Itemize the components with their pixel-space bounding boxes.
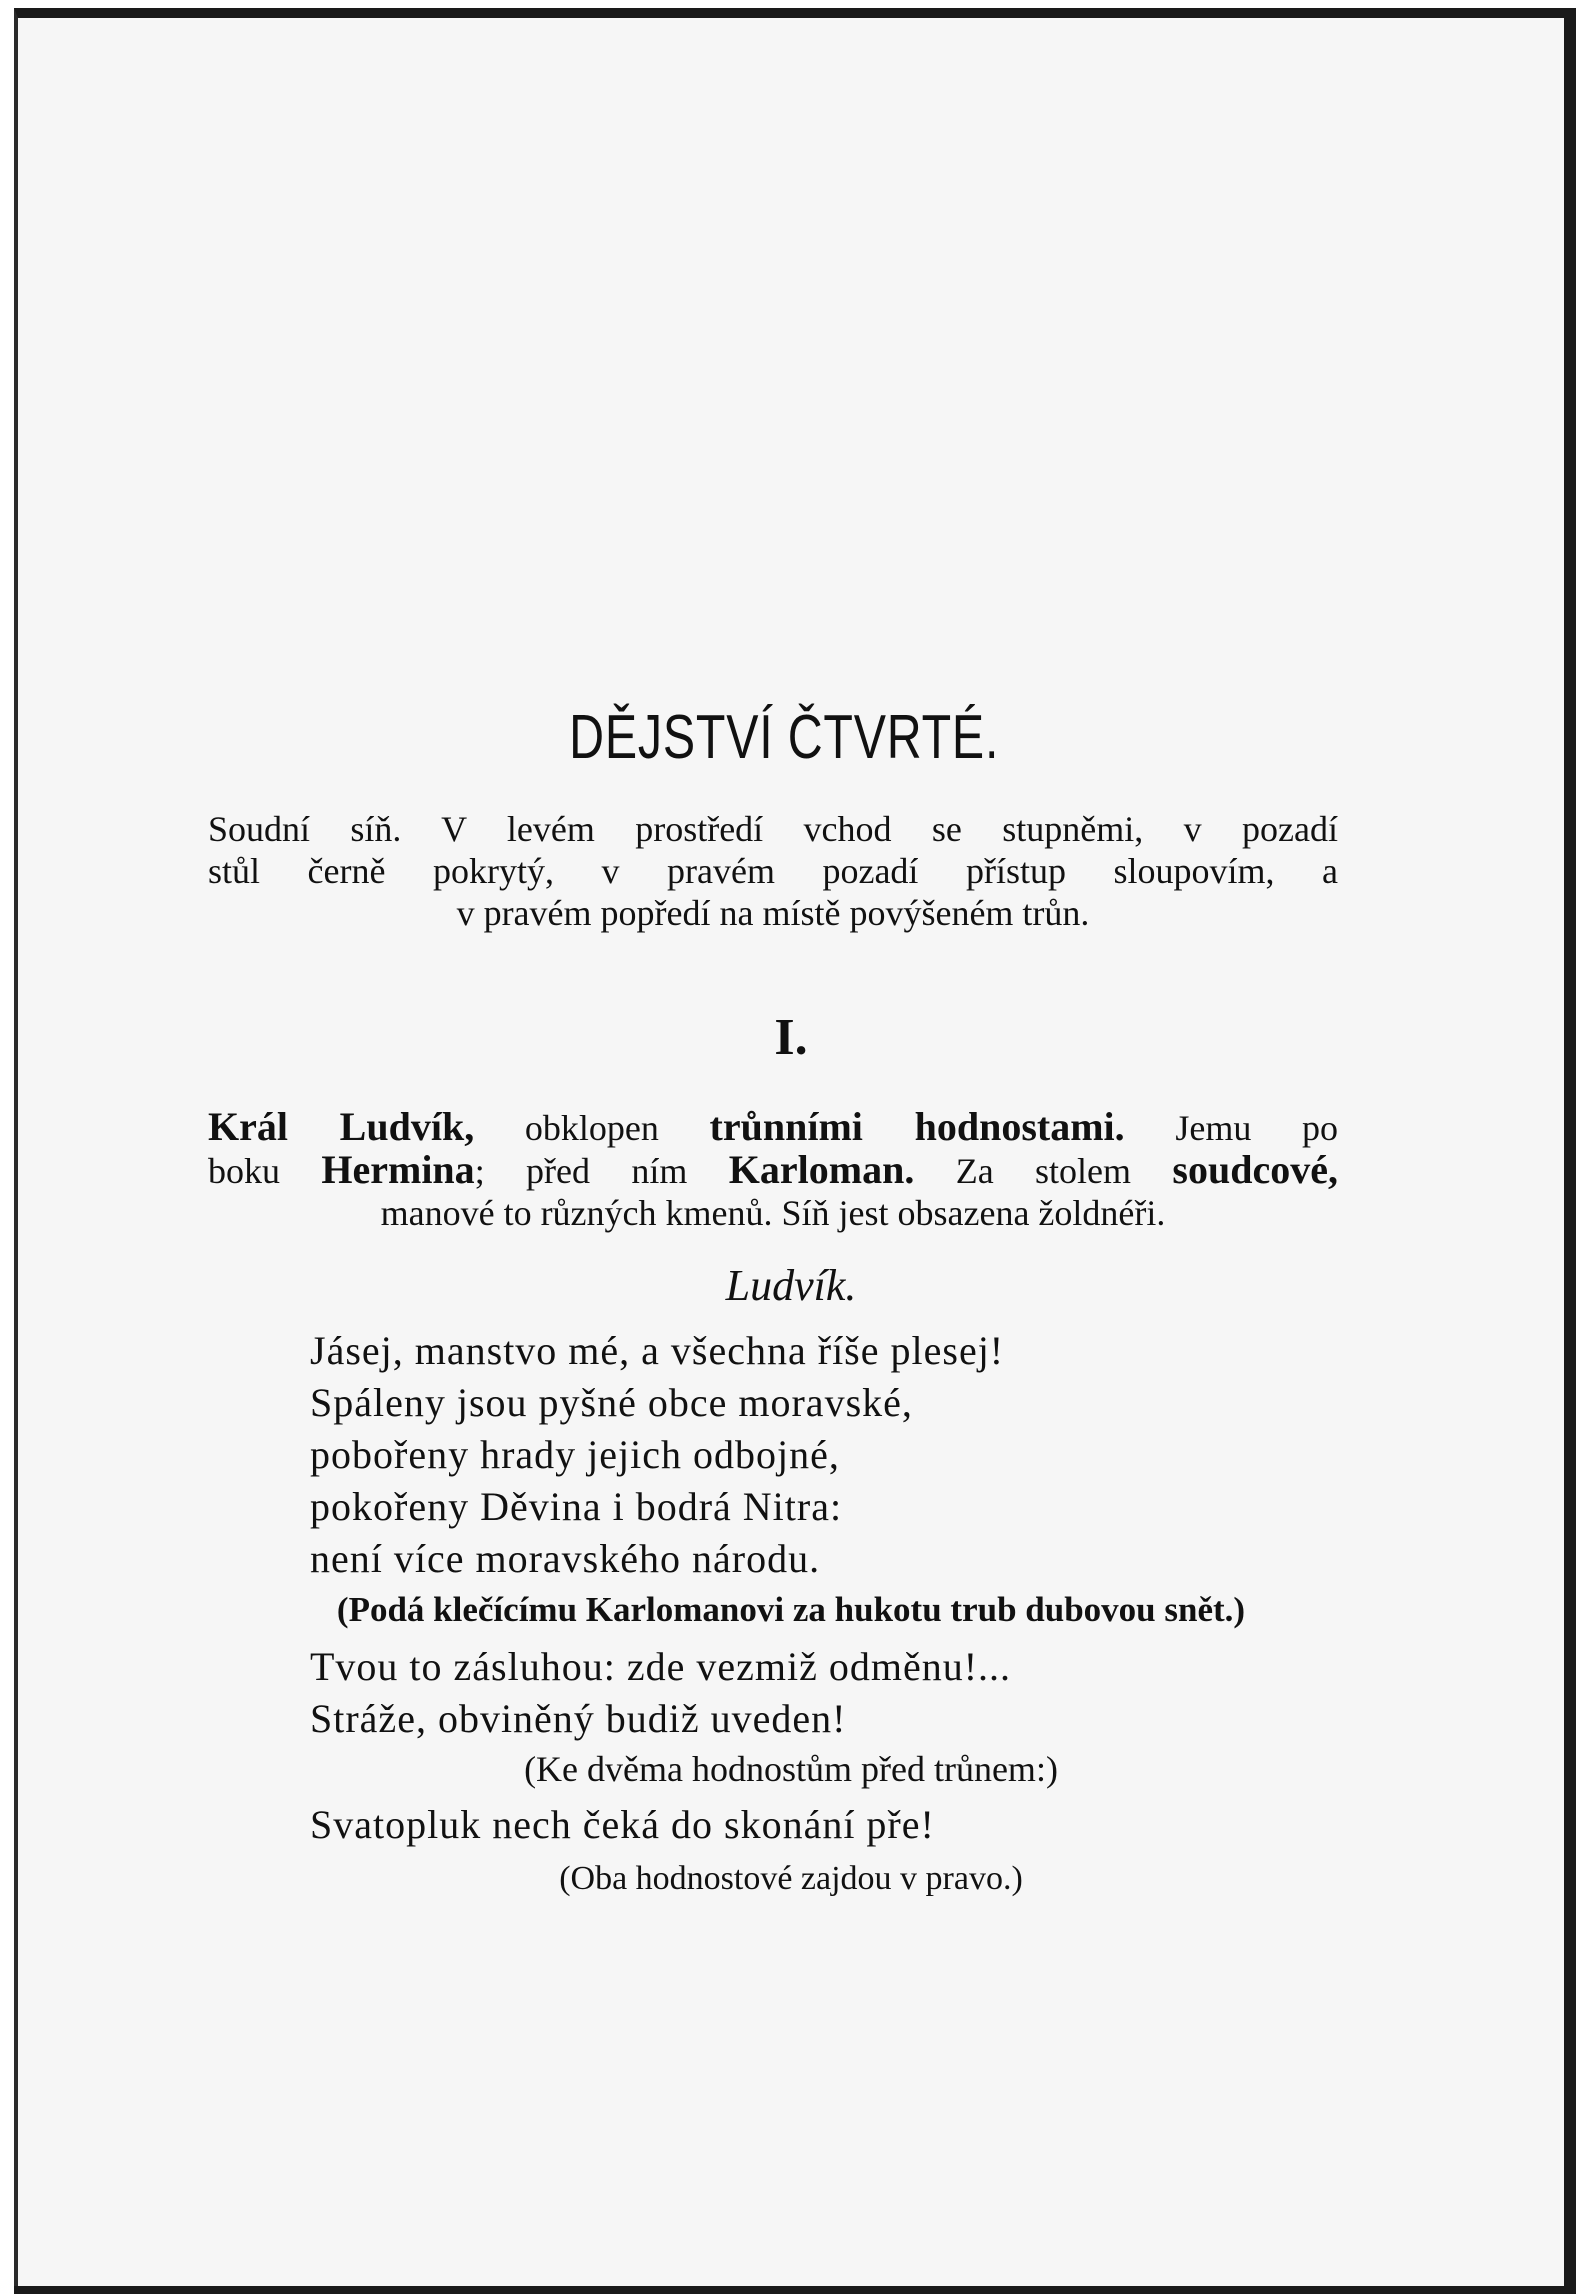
stage-direction: (Ke dvěma hodnostům před trůnem:) [524, 1749, 1058, 1789]
stage-setting [208, 808, 1338, 934]
cast-line [208, 1106, 1338, 1149]
act-title: DĚJSTVÍ ČTVRTÉ. [569, 703, 1000, 772]
verse-line: Svatopluk nech čeká do skonání pře! [310, 1802, 935, 1847]
stage-direction: (Oba hodnostové zajdou v pravo.) [559, 1860, 1023, 1897]
scene-number: I. [774, 1009, 808, 1066]
verse-line: Spáleny jsou pyšné obce moravské, [310, 1380, 913, 1425]
setting-line: stůl černě pokrytý, v pravém pozadí přístup sloupovím, a [208, 851, 1338, 891]
cast-text: boku [208, 1151, 322, 1191]
verse-line: není více moravského národu. [310, 1536, 821, 1581]
cast-text: obklopen [474, 1108, 710, 1148]
verse-line: pokořeny Děvina i bodrá Nitra: [310, 1484, 843, 1529]
stage-direction: (Podá klečícímu Karlomanovi za hukotu trub dubovou snět.) [336, 1590, 1246, 1629]
cast-text: Jemu po [1124, 1108, 1339, 1148]
cast-name: Král Ludvík, [208, 1104, 475, 1149]
scan-edge [14, 2286, 1576, 2294]
cast-name: trůnními hodnostami. [709, 1104, 1125, 1149]
cast-name: Karloman. [728, 1147, 915, 1192]
setting-line: Soudní síň. V levém prostředí vchod se stupněmi, v pozadí [208, 809, 1338, 849]
cast-list [208, 1106, 1338, 1234]
setting-line: v pravém popředí na místě povýšeném trůn. [456, 893, 1090, 933]
cast-line: manové to různých kmenů. Síň jest obsazena žoldnéři. [380, 1193, 1166, 1233]
verse-line: Tvou to zásluhou: zde vezmiž odměnu!... [310, 1644, 1012, 1689]
cast-text: ; před ním [474, 1151, 729, 1191]
verse-line: Stráže, obviněný budiž uveden! [310, 1696, 847, 1741]
book-page [14, 8, 1576, 2286]
cast-name: soudcové, [1172, 1147, 1338, 1192]
verse-line: Jásej, manstvo mé, a všechna říše plesej! [310, 1328, 1005, 1373]
cast-text: Za stolem [914, 1151, 1173, 1191]
cast-name: Hermina [321, 1147, 475, 1192]
speaker-name: Ludvík. [725, 1261, 857, 1310]
verse-line: pobořeny hrady jejich odbojné, [310, 1432, 840, 1477]
cast-line [208, 1149, 1338, 1192]
